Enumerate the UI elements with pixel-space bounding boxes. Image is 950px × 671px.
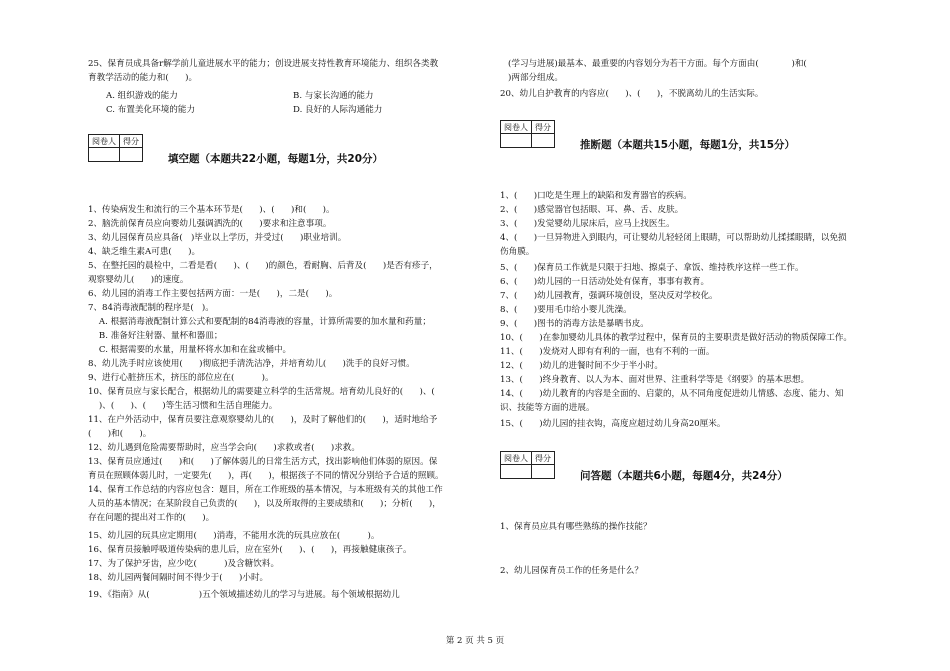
list-item: 10、保育员应与家长配合，根据幼儿的需要建立科学的生活常规。培育幼儿良好的( )、( [88, 387, 435, 397]
score-label: 得分 [120, 135, 143, 148]
list-item: 4、缺乏维生素A可患( )。 [88, 247, 201, 257]
list-item: 7、( )幼儿园教育，强调环境创设，坚决反对学校化。 [500, 291, 718, 301]
list-item: 13、保育员应通过( )和( )了解体弱儿的日常生活方式，找出影响他们体弱的原因。保 [88, 457, 438, 467]
list-item: 4、( )一旦异物进入到眼内，可让婴幼儿轻轻闭上眼睛，可以帮助幼儿揉揉眼睛，以免损 [500, 233, 847, 243]
section-title-fill: 填空题（本题共22小题，每题1分，共20分） [168, 153, 384, 165]
list-item: 19、《指南》从( )五个领域描述幼儿的学习与进展。每个领域根据幼儿 [88, 590, 400, 600]
list-item: 5、在整托园的晨检中，二看是看( )、( )的颜色，看耐胸、后背及( )是否有疹子， [88, 261, 438, 271]
list-item: 14、( )幼儿教育的内容是全面的、启蒙的，从不同角度促进幼儿情感、态度、能力、知 [500, 389, 844, 399]
q19-continued-line-2: )两部分组成。 [508, 73, 563, 83]
list-item: )、( )、( )等生活习惯和生活自理能力。 [88, 401, 278, 411]
score-cell [532, 465, 555, 479]
list-item: 人员的基本情况；在某阶段自己负责的( )，以及所取得的主要成绩和( )；分析( )， [88, 499, 441, 509]
list-item: 11、在户外活动中，保育员要注意观察婴幼儿的( )，及时了解他们的( )，适时地给予 [88, 415, 438, 425]
q25-line-1: 25、保育员成具备r解学前儿童进展水平的能力；创设进展支持性教育环境能力、组织各类教 [88, 59, 439, 69]
list-item: 15、( )幼儿园的挂衣钩，高度应超过幼儿身高20厘米。 [500, 419, 726, 429]
list-item: 1、( )口吃是生理上的缺陷和发育器官的疾病。 [500, 191, 692, 201]
q19-continued-line-1: (学习与进展)最基本、最重要的内容划分为若干方面。每个方面由( )和( [508, 59, 807, 69]
list-item: 15、幼儿园的玩具应定期用( )消毒，不能用水洗的玩具应放在( )。 [88, 531, 380, 541]
list-item: 18、幼儿园两餐间隔时间不得少于( )小时。 [88, 573, 269, 583]
list-item: 2、( )感觉器官包括眼、耳、鼻、舌、皮肤。 [500, 205, 684, 215]
grader-label: 阅卷人 [89, 135, 120, 148]
qa-question-1: 1、保育员应具有哪些熟练的操作技能？ [500, 522, 652, 532]
score-cell [532, 134, 555, 148]
grader-label: 阅卷人 [501, 452, 532, 465]
list-item: 17、为了保护牙齿，应少吃( )及含糖饮料。 [88, 559, 280, 569]
qa-question-2: 2、幼儿园保育员工作的任务是什么？ [500, 566, 643, 576]
list-item: 7、84消毒液配制的程序是( )。 [88, 303, 214, 313]
list-item: 6、幼儿园的消毒工作主要包括两方面：一是( )，二是( )。 [88, 289, 338, 299]
list-item: B. 准备好注射器、量杯和器皿； [88, 331, 223, 341]
q25-option-b: B. 与家长沟通的能力 [293, 91, 374, 101]
q25-option-d: D. 良好的人际沟通能力 [293, 105, 383, 115]
list-item: 13、( )终身教育、以人为本、面对世界、注重科学等是《纲要》的基本思想。 [500, 375, 810, 385]
list-item: 14、保育工作总结的内容应包含：题目，所在工作班级的基本情况，与本班级有关的其他工作 [88, 485, 443, 495]
list-item: 1、传染病发生和流行的三个基本环节是( )、( )和( )。 [88, 205, 335, 215]
q25-option-c: C. 布置美化环境的能力 [106, 105, 196, 115]
list-item: ( )和( )。 [88, 429, 152, 439]
list-item: 识、技能等方面的进展。 [500, 403, 595, 413]
score-label: 得分 [532, 121, 555, 134]
list-item: 伤角膜。 [500, 247, 535, 257]
list-item: 2、脑洗前保育员应向婴幼儿强调洒洗的( )要求和注意事项。 [88, 219, 332, 229]
grader-cell [501, 465, 532, 479]
list-item: 9、进行心脏挤压术，挤压的部位应在( )。 [88, 373, 274, 383]
grader-cell [501, 134, 532, 148]
page-footer: 第 2 页 共 5 页 [445, 636, 505, 646]
list-item: 9、( )图书的消毒方法是暴晒书皮。 [500, 319, 649, 329]
grader-label: 阅卷人 [501, 121, 532, 134]
list-item: 10、( )在参加婴幼儿具体的教学过程中，保育员的主要职责是做好活动的物质保障工作。 [500, 333, 853, 343]
list-item: 8、幼儿洗手时应该使用( )彻底把手清洗洁净，并培育幼儿( )洗手的良好习惯。 [88, 359, 415, 369]
score-cell [120, 148, 143, 162]
list-item: 16、保育员接触呼吸道传染病的患儿后，应在室外( )、( )，再接触健康孩子。 [88, 545, 412, 555]
list-item: 观察婴幼儿( )的速度。 [88, 275, 189, 285]
q25-option-a: A. 组织游戏的能力 [106, 91, 178, 101]
list-item: 12、幼儿遇到危险需要帮助时，应当学会向( )求救或者( )求救。 [88, 443, 360, 453]
list-item: 育员在照顾体弱儿时，一定要先( )，再( )，根据孩子不同的情况分别给予合适的照顾。 [88, 471, 444, 481]
section-title-judge: 推断题（本题共15小题，每题1分，共15分） [580, 139, 796, 151]
list-item: 11、( )发烧对人即有有利的一面，也有不利的一面。 [500, 347, 715, 357]
section-title-qa: 问答题（本题共6小题，每题4分，共24分） [580, 470, 788, 482]
list-item: 存在问题的提出对工作的( )。 [88, 513, 215, 523]
q25-line-2: 育教学活动的能力和( )。 [88, 73, 198, 83]
list-item: C. 根据需要的水量，用量杯将水加和在盆或桶中。 [88, 345, 292, 355]
list-item: 3、( )发觉婴幼儿尿床后，应马上找医生。 [500, 219, 675, 229]
grader-cell [89, 148, 120, 162]
q20-line: 20、幼儿自护教育的内容应( )、( )，不脱离幼儿的生活实际。 [500, 89, 764, 99]
list-item: 8、( )要用毛巾给小婴儿洗澡。 [500, 305, 632, 315]
list-item: A. 根据消毒液配制计算公式和要配制的84消毒液的容量，计算所需要的加水量和药量； [88, 317, 431, 327]
list-item: 3、幼儿园保育员应具备( )毕业以上学历，并受过( )职业培训。 [88, 233, 347, 243]
score-label: 得分 [532, 452, 555, 465]
list-item: 6、( )幼儿园的一日活动处处有保育，事事有教育。 [500, 277, 710, 287]
list-item: 12、( )幼儿的进餐时间不少于半小时。 [500, 361, 663, 371]
list-item: 5、( )保育员工作就是只限于扫地、擦桌子、拿饭、维持秩序这样一些工作。 [500, 263, 804, 273]
